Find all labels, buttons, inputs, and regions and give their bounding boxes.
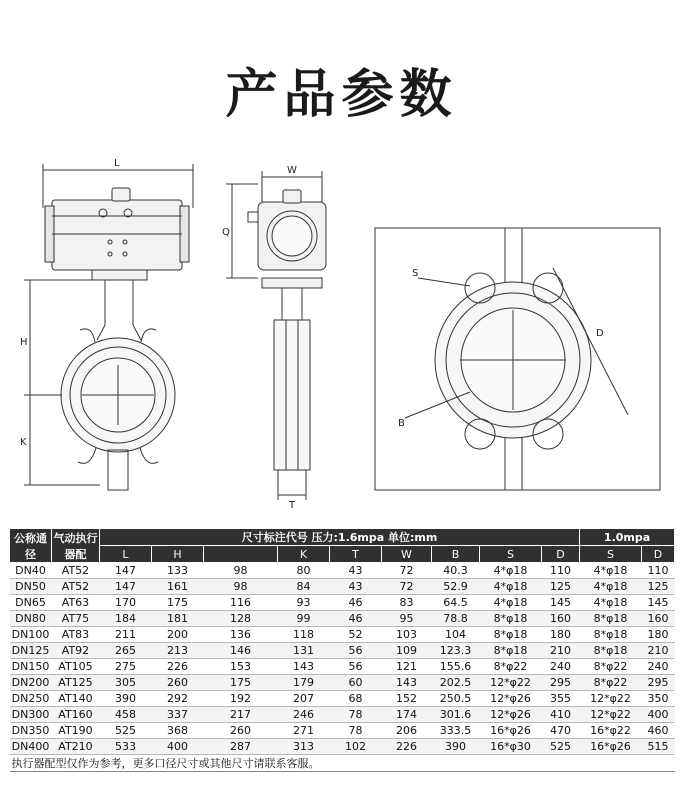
table-cell: 350 xyxy=(642,691,675,707)
table-cell: 68 xyxy=(330,691,382,707)
table-cell: DN200 xyxy=(10,675,52,691)
table-cell: AT125 xyxy=(52,675,100,691)
table-cell: AT75 xyxy=(52,611,100,627)
table-cell: 295 xyxy=(542,675,580,691)
table-cell: 60 xyxy=(330,675,382,691)
table-cell: 43 xyxy=(330,563,382,579)
spec-table-body xyxy=(10,563,675,755)
header-actuator: 气动执行器配 xyxy=(52,529,100,563)
table-cell: 52.9 xyxy=(432,579,480,595)
table-cell: 206 xyxy=(382,723,432,739)
table-header-row-1 xyxy=(10,529,675,546)
table-cell: 175 xyxy=(204,675,278,691)
table-row xyxy=(10,723,675,739)
table-cell: 8*φ18 xyxy=(480,627,542,643)
table-cell: 200 xyxy=(152,627,204,643)
table-cell: AT52 xyxy=(52,579,100,595)
table-cell: AT160 xyxy=(52,707,100,723)
table-cell: 175 xyxy=(152,595,204,611)
header-col-b: B xyxy=(432,546,480,563)
spec-table xyxy=(9,528,675,772)
table-cell: 8*φ18 xyxy=(580,643,642,659)
table-row xyxy=(10,579,675,595)
table-cell: 260 xyxy=(204,723,278,739)
table-cell: AT190 xyxy=(52,723,100,739)
table-cell: DN350 xyxy=(10,723,52,739)
table-cell: 250.5 xyxy=(432,691,480,707)
dim-label-w: W xyxy=(287,165,297,176)
table-cell: 213 xyxy=(152,643,204,659)
table-cell: 8*φ22 xyxy=(480,659,542,675)
dim-label-k: K xyxy=(20,437,27,448)
table-cell: 125 xyxy=(542,579,580,595)
table-cell: 226 xyxy=(152,659,204,675)
table-cell: 133 xyxy=(152,563,204,579)
table-cell: 16*φ26 xyxy=(480,723,542,739)
table-cell: 109 xyxy=(382,643,432,659)
table-cell: DN40 xyxy=(10,563,52,579)
table-cell: 56 xyxy=(330,643,382,659)
table-cell: 98 xyxy=(204,563,278,579)
dim-label-t: T xyxy=(289,500,296,510)
table-cell: 217 xyxy=(204,707,278,723)
table-cell: 525 xyxy=(100,723,152,739)
page-title: 产品参数 xyxy=(225,65,458,125)
table-cell: AT105 xyxy=(52,659,100,675)
table-cell: 4*φ18 xyxy=(580,579,642,595)
table-cell: 525 xyxy=(542,739,580,755)
table-cell: 110 xyxy=(642,563,675,579)
header-col-d-1-0: D xyxy=(642,546,675,563)
table-row xyxy=(10,675,675,691)
table-cell: 80 xyxy=(278,563,330,579)
dim-label-h: H xyxy=(20,337,28,348)
table-cell: 99 xyxy=(278,611,330,627)
table-cell: 145 xyxy=(642,595,675,611)
table-cell: 8*φ22 xyxy=(580,659,642,675)
table-cell: DN50 xyxy=(10,579,52,595)
table-cell: 160 xyxy=(642,611,675,627)
header-col-d: D xyxy=(542,546,580,563)
table-cell: 246 xyxy=(278,707,330,723)
table-cell: 12*φ26 xyxy=(480,707,542,723)
table-cell: 179 xyxy=(278,675,330,691)
table-cell: 400 xyxy=(642,707,675,723)
table-cell: 143 xyxy=(382,675,432,691)
table-cell: 515 xyxy=(642,739,675,755)
table-cell: AT140 xyxy=(52,691,100,707)
table-cell: 410 xyxy=(542,707,580,723)
table-cell: AT83 xyxy=(52,627,100,643)
table-row xyxy=(10,595,675,611)
table-cell: DN400 xyxy=(10,739,52,755)
table-cell: 72 xyxy=(382,563,432,579)
table-note-row xyxy=(10,755,675,772)
table-cell: 313 xyxy=(278,739,330,755)
table-cell: 146 xyxy=(204,643,278,659)
table-cell: 43 xyxy=(330,579,382,595)
table-row xyxy=(10,707,675,723)
table-cell: 240 xyxy=(542,659,580,675)
table-cell: 368 xyxy=(152,723,204,739)
table-cell: 265 xyxy=(100,643,152,659)
table-cell: 8*φ18 xyxy=(480,611,542,627)
table-cell: 292 xyxy=(152,691,204,707)
table-cell: 147 xyxy=(100,579,152,595)
table-cell: 145 xyxy=(542,595,580,611)
table-row xyxy=(10,691,675,707)
table-row xyxy=(10,643,675,659)
table-cell: 295 xyxy=(642,675,675,691)
valve-technical-drawing xyxy=(0,150,683,510)
table-cell: 8*φ18 xyxy=(580,611,642,627)
header-col-k: K xyxy=(278,546,330,563)
table-cell: 121 xyxy=(382,659,432,675)
table-cell: AT52 xyxy=(52,563,100,579)
table-cell: 271 xyxy=(278,723,330,739)
table-cell: 202.5 xyxy=(432,675,480,691)
table-cell: 40.3 xyxy=(432,563,480,579)
table-cell: 16*φ22 xyxy=(580,723,642,739)
table-cell: 174 xyxy=(382,707,432,723)
table-cell: 98 xyxy=(204,579,278,595)
table-cell: 207 xyxy=(278,691,330,707)
table-cell: 147 xyxy=(100,563,152,579)
table-cell: 337 xyxy=(152,707,204,723)
table-cell: 8*φ18 xyxy=(480,643,542,659)
table-cell: 458 xyxy=(100,707,152,723)
table-cell: 104 xyxy=(432,627,480,643)
table-cell: 118 xyxy=(278,627,330,643)
table-row xyxy=(10,611,675,627)
table-cell: 305 xyxy=(100,675,152,691)
dim-label-d: D xyxy=(596,328,604,339)
header-col-l: L xyxy=(100,546,152,563)
table-cell: 153 xyxy=(204,659,278,675)
header-col-s-1-0: S xyxy=(580,546,642,563)
table-cell: 210 xyxy=(642,643,675,659)
table-cell: 128 xyxy=(204,611,278,627)
dim-label-q: Q xyxy=(222,227,230,238)
table-cell: DN100 xyxy=(10,627,52,643)
header-col-t: T xyxy=(330,546,382,563)
dim-label-b: B xyxy=(398,418,405,429)
table-cell: 12*φ22 xyxy=(480,675,542,691)
table-cell: 102 xyxy=(330,739,382,755)
table-cell: AT63 xyxy=(52,595,100,611)
table-cell: 12*φ26 xyxy=(480,691,542,707)
table-cell: 64.5 xyxy=(432,595,480,611)
table-cell: 83 xyxy=(382,595,432,611)
table-cell: 103 xyxy=(382,627,432,643)
table-cell: 8*φ22 xyxy=(580,675,642,691)
table-cell: 4*φ18 xyxy=(480,595,542,611)
table-cell: 390 xyxy=(100,691,152,707)
table-cell: DN125 xyxy=(10,643,52,659)
dim-label-l: L xyxy=(114,158,120,169)
table-cell: 4*φ18 xyxy=(480,579,542,595)
table-row xyxy=(10,739,675,755)
table-cell: AT92 xyxy=(52,643,100,659)
table-cell: 260 xyxy=(152,675,204,691)
header-col-s: S xyxy=(480,546,542,563)
table-cell: 470 xyxy=(542,723,580,739)
table-cell: 78 xyxy=(330,723,382,739)
table-cell: 116 xyxy=(204,595,278,611)
table-row xyxy=(10,659,675,675)
table-cell: 143 xyxy=(278,659,330,675)
table-cell: 180 xyxy=(542,627,580,643)
table-cell: 170 xyxy=(100,595,152,611)
table-cell: DN150 xyxy=(10,659,52,675)
table-cell: 240 xyxy=(642,659,675,675)
table-cell: 533 xyxy=(100,739,152,755)
table-cell: 400 xyxy=(152,739,204,755)
table-cell: 184 xyxy=(100,611,152,627)
table-cell: 78 xyxy=(330,707,382,723)
table-note: 执行器配型仅作为参考，更多口径尺寸或其他尺寸请联系客服。 xyxy=(10,755,675,772)
table-cell: 84 xyxy=(278,579,330,595)
table-cell: 333.5 xyxy=(432,723,480,739)
table-cell: 46 xyxy=(330,611,382,627)
table-cell: 161 xyxy=(152,579,204,595)
table-cell: AT210 xyxy=(52,739,100,755)
table-cell: 4*φ18 xyxy=(580,595,642,611)
table-row xyxy=(10,627,675,643)
table-cell: 4*φ18 xyxy=(580,563,642,579)
table-cell: 46 xyxy=(330,595,382,611)
side-view xyxy=(226,171,326,500)
table-cell: 301.6 xyxy=(432,707,480,723)
table-cell: 155.6 xyxy=(432,659,480,675)
table-cell: 152 xyxy=(382,691,432,707)
table-cell: 226 xyxy=(382,739,432,755)
table-cell: 16*φ30 xyxy=(480,739,542,755)
table-cell: DN300 xyxy=(10,707,52,723)
table-cell: 4*φ18 xyxy=(480,563,542,579)
table-cell: 16*φ26 xyxy=(580,739,642,755)
table-cell: 160 xyxy=(542,611,580,627)
table-cell: 460 xyxy=(642,723,675,739)
header-col-blank xyxy=(204,546,278,563)
table-cell: 93 xyxy=(278,595,330,611)
header-col-h: H xyxy=(152,546,204,563)
table-cell: 211 xyxy=(100,627,152,643)
table-cell: 56 xyxy=(330,659,382,675)
header-nominal: 公称通径 xyxy=(10,529,52,563)
header-dimension-group: 尺寸标注代号 压力:1.6mpa 单位:mm xyxy=(100,529,580,546)
table-cell: 12*φ22 xyxy=(580,707,642,723)
header-col-w: W xyxy=(382,546,432,563)
table-cell: 110 xyxy=(542,563,580,579)
table-cell: 181 xyxy=(152,611,204,627)
table-cell: 287 xyxy=(204,739,278,755)
table-row xyxy=(10,563,675,579)
table-cell: 180 xyxy=(642,627,675,643)
table-cell: 355 xyxy=(542,691,580,707)
table-cell: 52 xyxy=(330,627,382,643)
table-cell: 72 xyxy=(382,579,432,595)
table-cell: 210 xyxy=(542,643,580,659)
table-cell: 125 xyxy=(642,579,675,595)
front-view xyxy=(24,164,193,490)
table-cell: 131 xyxy=(278,643,330,659)
table-cell: DN250 xyxy=(10,691,52,707)
table-cell: 78.8 xyxy=(432,611,480,627)
table-header-row-2 xyxy=(10,546,675,563)
table-cell: 123.3 xyxy=(432,643,480,659)
table-cell: 136 xyxy=(204,627,278,643)
table-cell: DN65 xyxy=(10,595,52,611)
table-cell: DN80 xyxy=(10,611,52,627)
dim-label-s: S xyxy=(412,268,419,279)
table-cell: 12*φ22 xyxy=(580,691,642,707)
table-cell: 95 xyxy=(382,611,432,627)
table-cell: 275 xyxy=(100,659,152,675)
table-cell: 390 xyxy=(432,739,480,755)
header-pressure-1-0: 1.0mpa xyxy=(580,529,675,546)
table-cell: 8*φ18 xyxy=(580,627,642,643)
table-cell: 192 xyxy=(204,691,278,707)
